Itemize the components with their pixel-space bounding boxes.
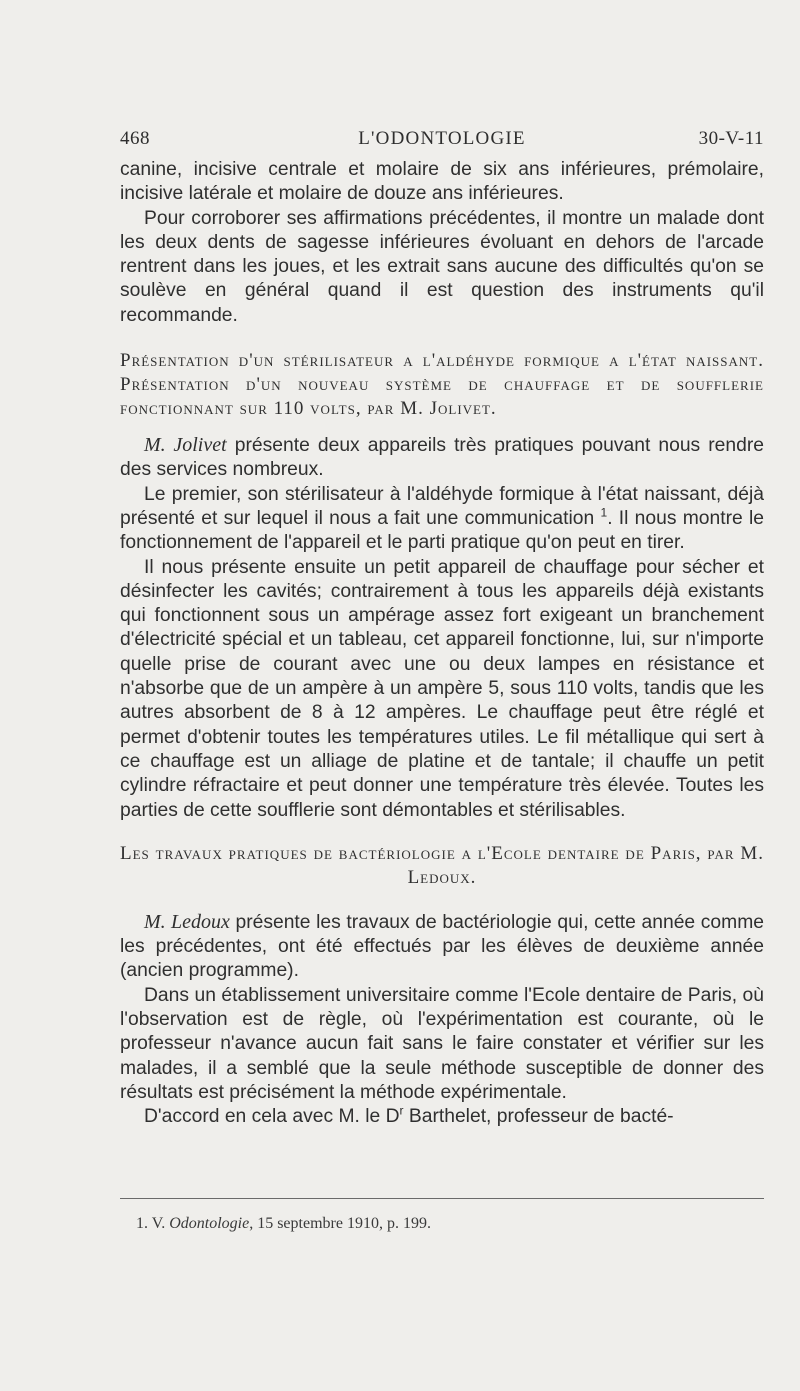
paragraph-sterilizer-text-a: Le premier, son stérilisateur à l'aldéhyde formique à l'état naissant, déjà présenté et sur lequel il nous a fait une communication xyxy=(120,483,764,529)
paragraph-heating-device: Il nous présente ensuite un petit appareil de chauffage pour sécher et désinfecter les cavités; contrairement à tous les appareils déjà existants qui fonctionnent sous un ampérage assez fort exigeant un branchement d'électricité spécial et un tableau, cet appareil fonctionne, lui, sur n'importe quelle prise de courant avec une ou deux lampes en résistance et n'absorbe que de un ampère à un ampère 5, sous 110 volts, tandis que les autres absorbent de 8 à 12 ampères. Le chauffage peut être réglé et permet d'obtenir toutes les températures utiles. Le fil métallique qui sert à ce chauffage est un alliage de platine et de tantale; il chauffe un petit cylindre réfractaire et peut donner une température très élevée. Toutes les parties de cette soufflerie sont démontables et stérilisables. xyxy=(120,556,764,821)
footnote-divider xyxy=(120,1198,764,1199)
paragraph-jolivet-intro-text: présente deux appareils très pratiques pouvant nous rendre des services nombreux. xyxy=(120,435,764,481)
person-name-ledoux: M. Ledoux xyxy=(144,910,230,933)
footnote xyxy=(136,1214,756,1234)
running-head xyxy=(120,128,764,152)
body-text xyxy=(120,158,764,1130)
paragraph-barthelet xyxy=(120,1105,764,1129)
paragraph-ledoux-intro-text: présente les travaux de bactériologie qui, cette année comme les précédentes, ont été effectués par les élèves de deuxième année (ancien programme). xyxy=(120,911,764,982)
footnote-journal: Odontologie xyxy=(169,1215,250,1232)
paragraph-ledoux-intro xyxy=(120,910,764,984)
journal-title: L'ODONTOLOGIE xyxy=(358,128,526,149)
section-heading-jolivet: Présentation d'un stérilisateur a l'aldéhyde formique a l'état naissant. Présentation d'un nouveau système de chauffage et de soufflerie fonctionnant sur 110 volts, par M. Jolivet. xyxy=(120,350,764,420)
paragraph-barthelet-text-b: Barthelet, professeur de bacté- xyxy=(403,1106,674,1128)
paragraph-continuation: canine, incisive centrale et molaire de six ans inférieures, prémolaire, incisive latérale et molaire de douze ans inférieures. xyxy=(120,159,764,205)
paragraph-jolivet-intro xyxy=(120,433,764,483)
issue-date: 30-V-11 xyxy=(698,128,764,149)
section-heading-ledoux: Les travaux pratiques de bactériologie a l'Ecole dentaire de Paris, par M. Ledoux. xyxy=(120,842,765,888)
paragraph-barthelet-text-a: D'accord en cela avec M. le D xyxy=(144,1106,400,1128)
person-name-jolivet: M. Jolivet xyxy=(144,434,227,457)
footnote-reference: 1 xyxy=(600,505,608,520)
footnote-marker: 1. V. xyxy=(136,1215,166,1232)
paragraph-experimental-method: Dans un établissement universitaire comme l'Ecole dentaire de Paris, où l'observation est de règle, où l'expérimentation est courante, où le professeur n'avance aucun fait sans le faire constater et vérifier sur les malades, il a semblé que la seule méthode susceptible de donner des résultats est précisément la méthode expérimentale. xyxy=(120,984,764,1103)
paragraph-sterilizer-text-b: . Il nous montre le fonctionnement de l'appareil et le parti pratique qu'on peut en tirer. xyxy=(120,507,764,554)
footnote-citation: , 15 septembre 1910, p. 199. xyxy=(249,1215,431,1232)
paragraph-wisdom-teeth: Pour corroborer ses affirmations précédentes, il montre un malade dont les deux dents de sagesse inférieures évoluant en dehors de l'arcade rentrent dans les joues, et les extrait sans aucune des difficultés qu'on se soulève en général quand il est question des instruments qu'il recommande. xyxy=(120,207,764,326)
doctor-abbrev-superscript: r xyxy=(399,1103,404,1118)
page-number: 468 xyxy=(120,128,150,149)
paragraph-sterilizer xyxy=(120,483,764,556)
